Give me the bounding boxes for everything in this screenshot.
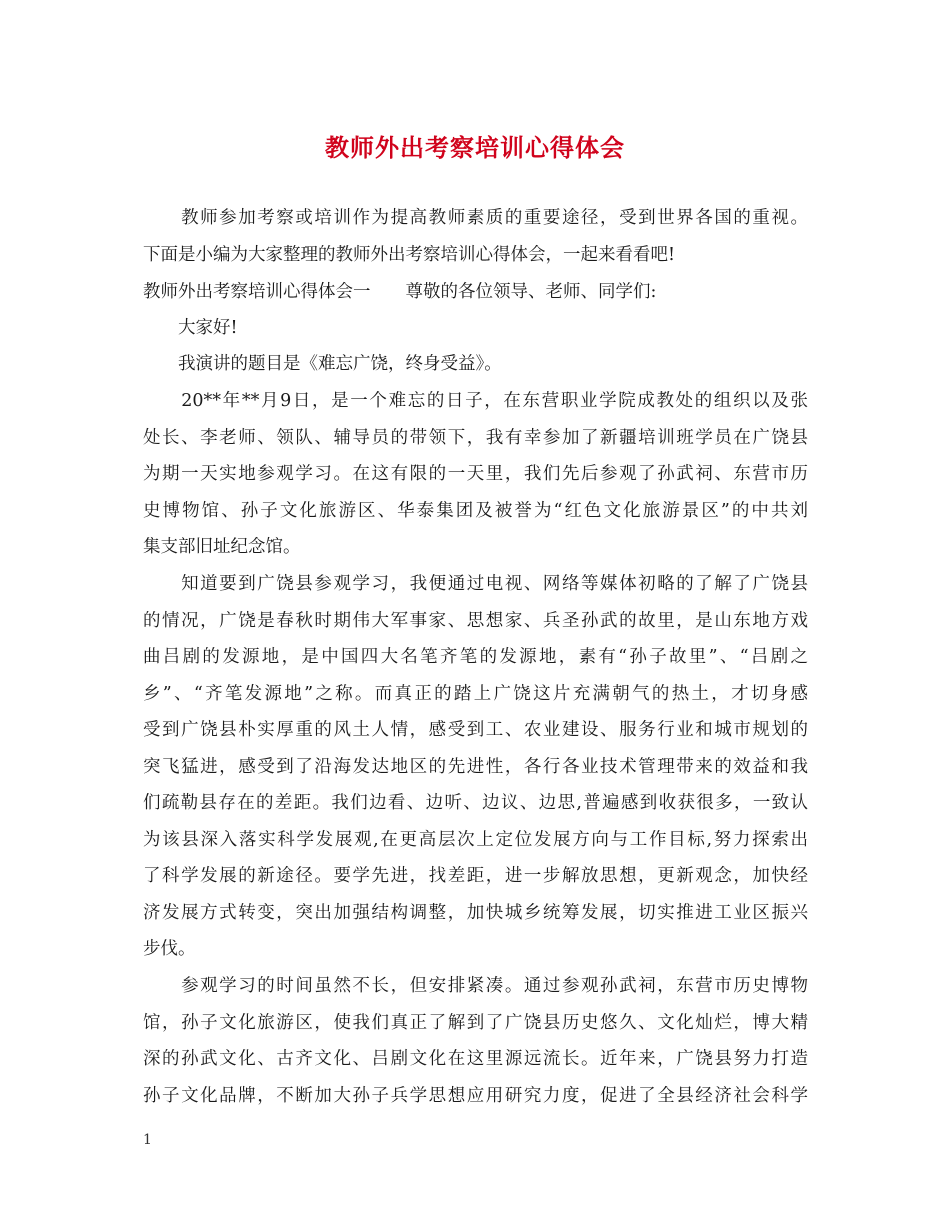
text-line: 知道要到广饶县参观学习，我便通过电视、网络等媒体初略的了解了广饶县 — [143, 574, 808, 594]
text-line: 了科学发展的新途径。要学先进，找差距，进一步解放思想，更新观念，加快经 — [143, 866, 808, 886]
text-line: 教师参加考察或培训作为提高教师素质的重要途径，受到世界各国的重视。 — [143, 208, 808, 228]
text-line: 曲吕剧的发源地，是中国四大名笔齐笔的发源地，素有“孙子故里”、“吕剧之 — [143, 647, 808, 667]
text-line: 突飞猛进，感受到了沿海发达地区的先进性，各行各业技术管理带来的效益和我 — [143, 757, 808, 777]
text-line: 大家好! — [143, 318, 238, 338]
text-line: 教师外出考察培训心得体会一 尊敬的各位领导、老师、同学们: — [143, 282, 657, 302]
page-number: 1 — [143, 1132, 152, 1148]
text-line: 受到广饶县朴实厚重的风土人情，感受到工、农业建设、服务行业和城市规划的 — [143, 720, 808, 740]
text-line: 我演讲的题目是《难忘广饶，终身受益》。 — [143, 354, 502, 374]
text-line: 们疏勒县存在的差距。我们边看、边听、边议、边思,普遍感到收获很多，一致认 — [143, 793, 808, 813]
text-line: 下面是小编为大家整理的教师外出考察培训心得体会，一起来看看吧! — [143, 245, 676, 265]
text-line: 为该县深入落实科学发展观,在更高层次上定位发展方向与工作目标,努力探索出 — [143, 830, 808, 850]
text-line: 济发展方式转变，突出加强结构调整，加快城乡统筹发展，切实推进工业区振兴 — [143, 903, 808, 923]
text-line: 乡”、“齐笔发源地”之称。而真正的踏上广饶这片充满朝气的热土，才切身感 — [143, 684, 808, 704]
text-line: 20**年**月9日，是一个难忘的日子，在东营职业学院成教处的组织以及张 — [143, 391, 808, 411]
text-line: 为期一天实地参观学习。在这有限的一天里，我们先后参观了孙武祠、东营市历 — [143, 464, 808, 484]
text-line: 参观学习的时间虽然不长，但安排紧凑。通过参观孙武祠，东营市历史博物 — [143, 976, 808, 996]
text-line: 步伐。 — [143, 939, 196, 959]
text-line: 史博物馆、孙子文化旅游区、华泰集团及被誉为“红色文化旅游景区”的中共刘 — [143, 501, 808, 521]
text-line: 孙子文化品牌，不断加大孙子兵学思想应用研究力度，促进了全县经济社会科学 — [143, 1086, 808, 1106]
text-line: 集支部旧址纪念馆。 — [143, 537, 301, 557]
text-line: 处长、李老师、领队、辅导员的带领下，我有幸参加了新疆培训班学员在广饶县 — [143, 428, 808, 448]
text-line: 馆，孙子文化旅游区，使我们真正了解到了广饶县历史悠久、文化灿烂，博大精 — [143, 1013, 808, 1033]
document-title: 教师外出考察培训心得体会 — [325, 133, 625, 162]
text-line: 的情况，广饶是春秋时期伟大军事家、思想家、兵圣孙武的故里，是山东地方戏 — [143, 611, 808, 631]
text-line: 深的孙武文化、古齐文化、吕剧文化在这里源远流长。近年来，广饶县努力打造 — [143, 1049, 808, 1069]
